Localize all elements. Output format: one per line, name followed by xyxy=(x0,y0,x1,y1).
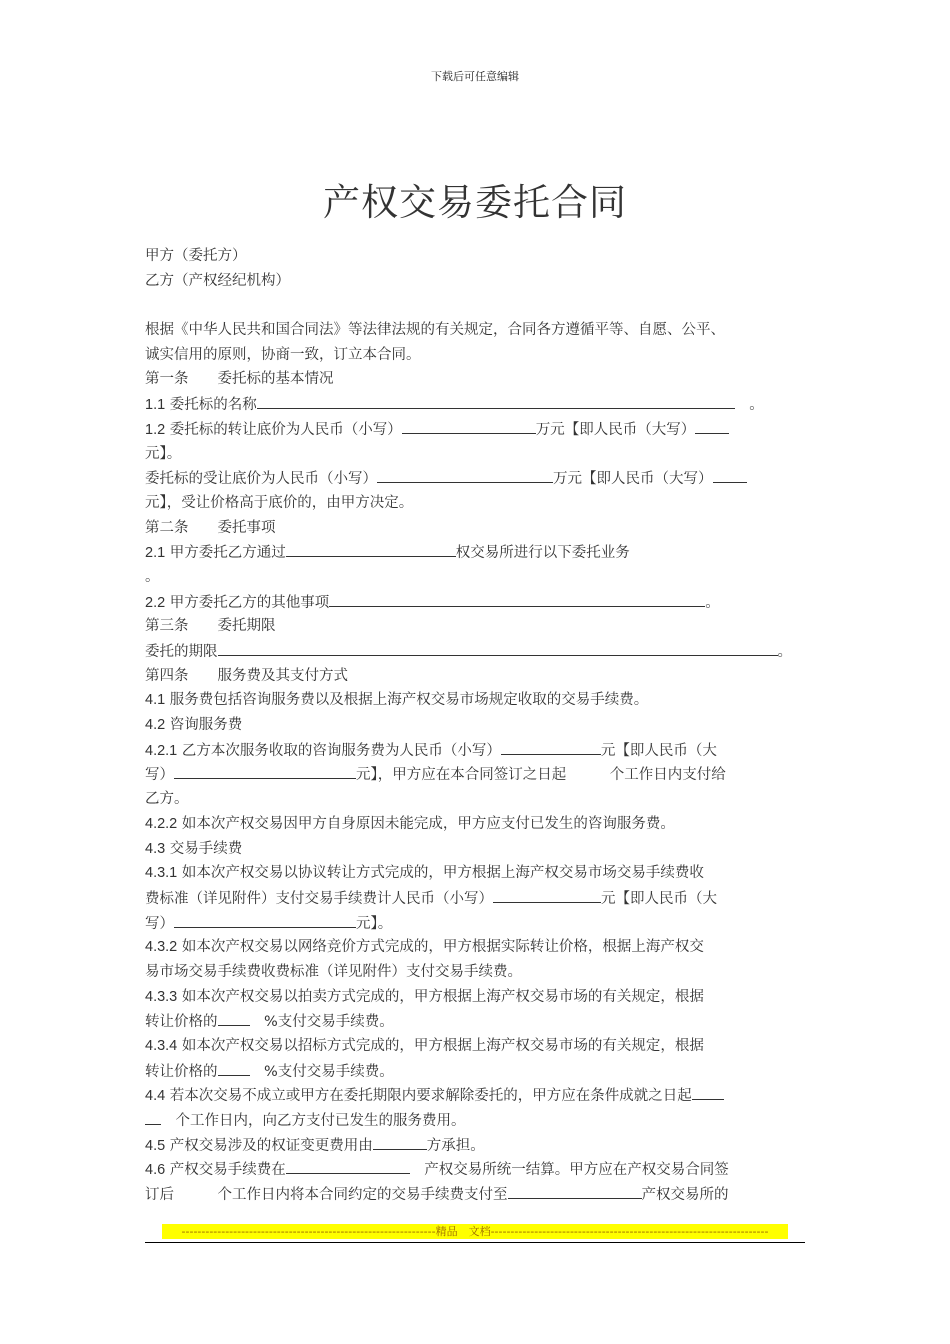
fill-blank[interactable] xyxy=(257,392,735,409)
clause-number: 1.2 xyxy=(145,421,166,438)
fill-blank[interactable] xyxy=(286,540,456,557)
clause-number: 4.2 xyxy=(145,717,166,734)
fill-blank[interactable] xyxy=(174,762,356,779)
clause-1-2b xyxy=(145,466,815,491)
clause-number: 4.3 xyxy=(145,840,166,857)
fill-blank[interactable] xyxy=(329,590,705,607)
clause-4-2 xyxy=(145,713,815,738)
clause-4-3-2 xyxy=(145,935,815,960)
clause-4-2-1 xyxy=(145,738,815,763)
clause-text: 元】。 xyxy=(356,915,393,932)
clause-4-4-cont xyxy=(145,1108,815,1133)
clause-number: 1.1 xyxy=(145,397,166,414)
article-1-heading: 第一条 委托标的基本情况 xyxy=(145,371,334,388)
clause-text: 权交易所进行以下委托业务 xyxy=(455,545,630,562)
clause-text: 如本次产权交易以招标方式完成的，甲方根据上海产权交易市场的有关规定，根据 xyxy=(181,1038,704,1054)
clause-text: 咨询服务费 xyxy=(169,717,243,734)
clause-text: 万元【即人民币（大写） xyxy=(553,471,713,488)
fill-blank[interactable] xyxy=(377,466,553,483)
footer-banner: ----------------------------------------------------------------精品 文档---------------------------------------------------------------------- xyxy=(162,1224,788,1239)
clause-text: %支付交易手续费。 xyxy=(249,1014,394,1031)
clause-text: 元【即人民币（大 xyxy=(601,890,717,907)
party-b: 乙方（产权经纪机构） xyxy=(145,272,290,289)
clause-1-2-cont: 元】。 xyxy=(145,445,182,462)
fill-blank[interactable] xyxy=(174,911,356,928)
article-4-heading: 第四条 服务费及其支付方式 xyxy=(145,667,348,684)
clause-end: 。 xyxy=(705,594,720,611)
contract-body xyxy=(145,244,815,1207)
clause-1-2 xyxy=(145,417,815,442)
clause-text: 产权交易所统一结算。甲方应在产权交易合同签 xyxy=(409,1162,729,1179)
clause-text: 委托的期限 xyxy=(145,644,218,660)
clause-text: 方承担。 xyxy=(426,1137,485,1154)
clause-4-3-2-cont: 易市场交易手续费收费标准（详见附件）支付交易手续费。 xyxy=(145,963,522,980)
fill-blank[interactable] xyxy=(373,1133,427,1150)
clause-number: 4.3.1 xyxy=(145,865,178,882)
clause-text: 服务费包括咨询服务费以及根据上海产权交易市场规定收取的交易手续费。 xyxy=(169,692,649,709)
fill-blank[interactable] xyxy=(218,1009,250,1026)
clause-number: 2.2 xyxy=(145,594,166,611)
intro-line-2: 诚实信用的原则，协商一致，订立本合同。 xyxy=(145,346,421,363)
clause-text: %支付交易手续费。 xyxy=(249,1063,394,1080)
clause-number: 4.6 xyxy=(145,1162,166,1179)
clause-4-3-4 xyxy=(145,1034,815,1059)
clause-text: 转让价格的 xyxy=(145,1014,218,1031)
clause-4-2-1-end: 乙方。 xyxy=(145,791,189,808)
party-a: 甲方（委托方） xyxy=(145,248,247,264)
clause-text: 写） xyxy=(145,915,174,932)
fill-blank[interactable] xyxy=(145,1108,161,1125)
fill-blank[interactable] xyxy=(218,1059,250,1076)
fill-blank[interactable] xyxy=(493,886,601,903)
fill-blank[interactable] xyxy=(508,1182,642,1199)
clause-text: 元【即人民币（大 xyxy=(600,742,717,759)
clause-2-2 xyxy=(145,590,815,615)
clause-3 xyxy=(145,639,815,664)
clause-2-1 xyxy=(145,540,815,565)
clause-number: 4.2.1 xyxy=(145,742,178,759)
clause-text: 个工作日内，向乙方支付已发生的服务费用。 xyxy=(161,1113,466,1130)
clause-text: 订后 个工作日内将本合同约定的交易手续费支付至 xyxy=(145,1187,508,1204)
clause-4-2-2 xyxy=(145,812,815,837)
clause-4-6-cont xyxy=(145,1182,815,1207)
clause-text: 元】，甲方应在本合同签订之日起 个工作日内支付给 xyxy=(356,767,726,784)
clause-4-3-3-cont xyxy=(145,1009,815,1034)
fill-blank[interactable] xyxy=(286,1157,410,1174)
clause-text: 如本次产权交易以拍卖方式完成的，甲方根据上海产权交易市场的有关规定，根据 xyxy=(181,988,704,1005)
article-2-heading: 第二条 委托事项 xyxy=(145,519,276,536)
clause-text: 费标准（详见附件）支付交易手续费计人民币（小写） xyxy=(145,890,493,907)
clause-text: 乙方本次服务收取的咨询服务费为人民币（小写） xyxy=(181,742,501,759)
clause-4-3-1-end xyxy=(145,911,815,936)
clause-4-3-1-cont xyxy=(145,886,815,911)
clause-number: 4.5 xyxy=(145,1137,166,1154)
spacer xyxy=(145,293,815,318)
clause-number: 4.4 xyxy=(145,1088,166,1105)
fill-blank[interactable] xyxy=(713,466,747,483)
clause-4-3 xyxy=(145,837,815,862)
clause-end: 。 xyxy=(734,397,764,414)
clause-text: 产权交易手续费在 xyxy=(169,1162,286,1179)
clause-4-1 xyxy=(145,688,815,713)
clause-4-3-1 xyxy=(145,861,815,886)
clause-text: 委托标的转让底价为人民币（小写） xyxy=(169,421,402,438)
clause-2-1-cont: 。 xyxy=(145,568,160,585)
clause-text: 产权交易涉及的权证变更费用由 xyxy=(169,1137,373,1154)
clause-text: 写） xyxy=(145,767,174,784)
clause-text: 委托标的受让底价为人民币（小写） xyxy=(145,471,377,488)
clause-4-3-3 xyxy=(145,985,815,1010)
fill-blank[interactable] xyxy=(692,1083,724,1100)
intro-line-1: 根据《中华人民共和国合同法》等法律法规的有关规定，合同各方遵循平等、自愿、公平、 xyxy=(145,322,725,339)
fill-blank[interactable] xyxy=(402,417,536,434)
fill-blank[interactable] xyxy=(218,639,778,656)
clause-text: 甲方委托乙方通过 xyxy=(169,545,286,562)
document-title: 产权交易委托合同 xyxy=(323,181,627,224)
clause-text: 甲方委托乙方的其他事项 xyxy=(169,594,330,611)
clause-text: 产权交易所的 xyxy=(641,1187,729,1204)
clause-number: 4.3.4 xyxy=(145,1038,178,1054)
clause-4-3-4-cont xyxy=(145,1059,815,1084)
clause-4-6 xyxy=(145,1157,815,1182)
clause-text: 万元【即人民币（大写） xyxy=(535,421,696,438)
clause-text: 转让价格的 xyxy=(145,1063,218,1080)
clause-text: 如本次产权交易以协议转让方式完成的，甲方根据上海产权交易市场交易手续费收 xyxy=(181,865,704,882)
fill-blank[interactable] xyxy=(695,417,729,434)
clause-number: 4.3.2 xyxy=(145,939,178,956)
header-note: 下载后可任意编辑 xyxy=(431,70,519,83)
clause-number: 4.3.3 xyxy=(145,988,178,1005)
clause-end: 。 xyxy=(777,644,792,660)
clause-text: 交易手续费 xyxy=(169,840,243,857)
clause-4-4 xyxy=(145,1083,815,1108)
clause-text: 委托标的名称 xyxy=(169,397,257,414)
article-3-heading: 第三条 委托期限 xyxy=(145,618,276,635)
clause-number: 2.1 xyxy=(145,545,166,562)
clause-4-2-1-cont xyxy=(145,762,815,787)
clause-1-2b-cont: 元】，受让价格高于底价的，由甲方决定。 xyxy=(145,494,414,511)
clause-text: 若本次交易不成立或甲方在委托期限内要求解除委托的，甲方应在条件成就之日起 xyxy=(169,1088,692,1105)
clause-number: 4.2.2 xyxy=(145,815,178,832)
clause-number: 4.1 xyxy=(145,692,166,709)
clause-4-5 xyxy=(145,1133,815,1158)
fill-blank[interactable] xyxy=(501,738,601,755)
clause-1-1 xyxy=(145,392,815,417)
footer-divider xyxy=(145,1242,805,1243)
clause-text: 如本次产权交易以网络竞价方式完成的，甲方根据实际转让价格，根据上海产权交 xyxy=(181,939,704,956)
clause-text: 如本次产权交易因甲方自身原因未能完成，甲方应支付已发生的咨询服务费。 xyxy=(181,815,675,832)
